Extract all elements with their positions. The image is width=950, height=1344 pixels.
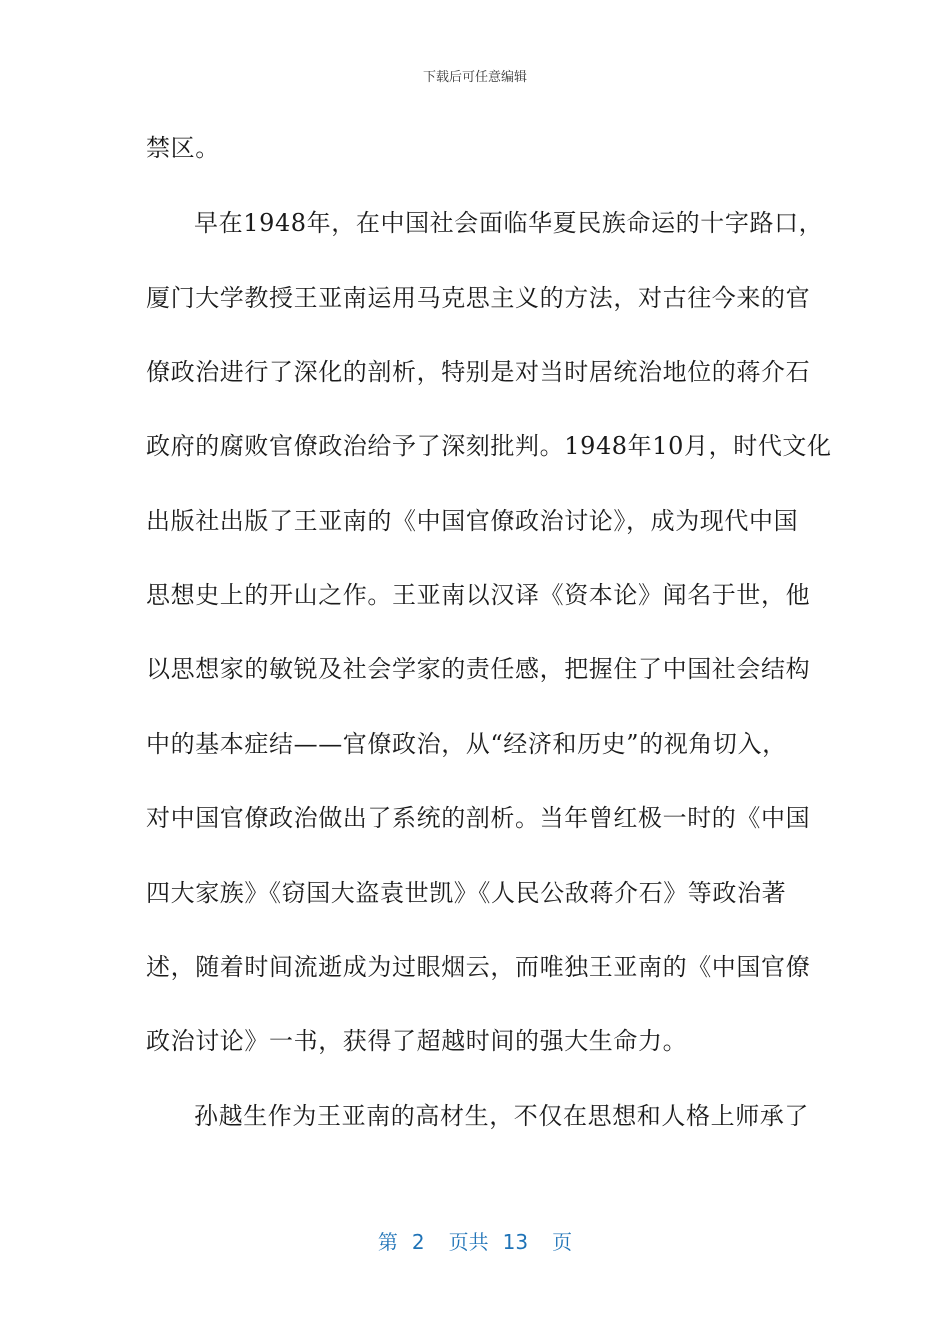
body-line: 四大家族》《窃国大盗袁世凯》《人民公敌蒋介石》等政治著 [146,879,787,907]
body-line: 禁区。 [146,134,220,162]
body-line: 僚政治进行了深化的剖析，特别是对当时居统治地位的蒋介石 [146,358,811,386]
page-header: 下载后可任意编辑 [422,70,527,85]
body-line: 以思想家的敏锐及社会学家的责任感，把握住了中国社会结构 [146,655,811,683]
body-line: 中的基本症结——官僚政治，从“经济和历史”的视角切入， [146,730,787,758]
body-line: 政治讨论》一书，获得了超越时间的强大生命力。 [146,1027,688,1055]
body-line: 孙越生作为王亚南的高材生，不仅在思想和人格上师承了 [194,1102,809,1130]
body-line: 述，随着时间流逝成为过眼烟云，而唯独王亚南的《中国官僚 [146,953,811,981]
body-line: 对中国官僚政治做出了系统的剖析。当年曾红极一时的《中国 [146,804,811,832]
body-line: 厦门大学教授王亚南运用马克思主义的方法，对古往今来的官 [146,284,811,312]
footer-middle: 页共 [448,1230,489,1254]
footer-current-page: 2 [411,1230,425,1254]
page-footer [0,1226,950,1255]
footer-prefix: 第 [377,1230,398,1254]
footer-suffix: 页 [552,1230,573,1254]
body-line: 政府的腐败官僚政治给予了深刻批判。1948年10月，时代文化 [146,432,832,460]
footer-total-pages: 13 [502,1230,529,1254]
body-line: 思想史上的开山之作。王亚南以汉译《资本论》闻名于世，他 [146,581,811,609]
body-line: 出版社出版了王亚南的《中国官僚政治讨论》，成为现代中国 [146,507,799,535]
body-line: 早在1948年，在中国社会面临华夏民族命运的十字路口， [194,209,824,237]
